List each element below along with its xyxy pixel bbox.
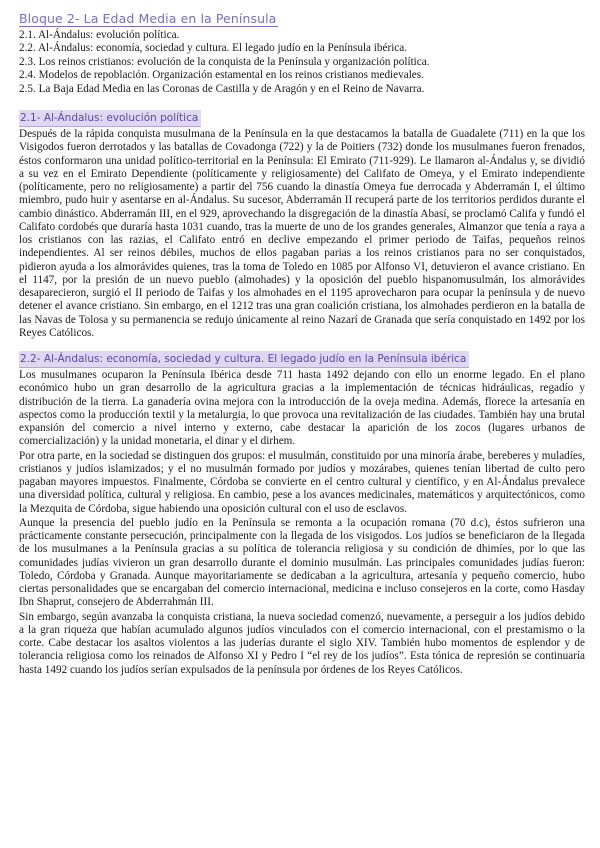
toc-item: 2.1. Al-Ándalus: evolución política. [19, 29, 180, 41]
section-1-paragraph: Después de la rápida conquista musulmana de la Península en la que destacamos la batalla de Guadalete (711) en la que los Visigodos fueron derrotados y las batallas de Covadonga (722) y la de Poitiers (732) donde los musulmanes fueron frenados, éstos conformaron una unidad político-territorial en la Península: El Emirato (711-929). Le llamaron al-Ándalus y, se dividió a su vez en el Emirato Dependiente (políticamente y religiosamente) del Califato de Omeya, y el Emirato independiente (políticamente, pero no religiosamente) a partir del 756 cuando la dinastía Omeya fue derrocada y Abderramán I, el último miembro, pudo huir y asentarse en al-Ándalus. Su sucesor, Abderramán II recuperá parte de los territorios perdidos durante el cambio dinástico. Abderramán III, en el 929, aprovechando la disgregación de la dinastía Abasí, se proclamó Califa y fundó el Califato cordobés que duraría hasta 1031 cuando, tras la muerte de uno de los grandes generales, Almanzor que tenía a raya a los cristianos con las razias, el Califato entró en declive empezando el primer periodo de Taifas, pequeños reinos independientes. Al ser reinos débiles, muchos de ellos pagaban parias a los reinos cristianos para no ser conquistados, pidieron ayuda a los almorávides quienes, tras la toma de Toledo en 1085 por Alfonso VI, detuvieron el avance cristiano. En el 1147, por la presión de un nuevo pueblo (almohades) y la oposición del pueblo hispanomusulmán, los almorávides desaparecieron, surgió el II periodo de Taifas y los almohades en el 1195 aprovecharon para ocupar la península y de nuevo detener el avance cristiano. Sin embargo, en el 1212 tras una gran coalición cristiana, los almohades perdieron en la batalla de las Navas de Tolosa y su permanencia se redujo únicamente al reino Nazarí de Granada que sería conquistado en 1492 por los Reyes Católicos. [19, 128, 585, 339]
section-2-paragraph: Aunque la presencia del pueblo judío en la Península se remonta a la ocupación romana (70 d.c), éstos sufrieron una prácticamente constante persecución, principalmente con la llegada de los visigodos. Los judíos se beneficiaron de la llegada de los musulmanes a la Península gracias a su política de tolerancia religiosa y su condición de dhimíes, por lo que las comunidades judías vivieron un gran desarrollo durante el dominio musulmán. Las principales comunidades judías fueron: Toledo, Córdoba y Granada. Aunque mayoritariamente se dedicaban a la agricultura, artesanía y pequeño comercio, hubo ciertas personalidades que se encargaban del comercio internacional, medicina e incluso consejeros en la corte, como Hasday Ibn Shaprut, consejero de Abderrahmán III. [19, 516, 585, 609]
table-of-contents [19, 29, 585, 96]
document-page [19, 10, 585, 677]
block-title: Bloque 2- La Edad Media en la Península [19, 11, 277, 26]
section-2-paragraph: Sin embargo, según avanzaba la conquista cristiana, la nueva sociedad comenzó, nuevamente, a perseguir a los judíos debido a la gran riqueza que habían acumulado algunos judíos vinculados con el comercio internacional, con el prestamismo o la corte. Cabe destacar los asaltos violentos a las juderías durante el siglo XIV. También hubo momentos de esplendor y de tolerancia religiosa como los reinados de Alfonso XI y Pedro I “el rey de los judíos”. Esta tónica de represión se continuaría hasta 1492 cuando los judíos serían expulsados de la península por órdenes de los Reyes Católicos. [19, 610, 585, 676]
section-2-paragraph: Por otra parte, en la sociedad se distinguen dos grupos: el musulmán, constituido por una minoría árabe, bereberes y muladíes, cristianos y judíos islamizados; y el no musulmán formado por judíos y mozárabes, quienes tenían libertad de culto pero pagaban mayores impuestos. Finalmente, Córdoba se convierte en el centro cultural y científico, y en Al-Ándalus prevalece una diversidad política, cultural y religiosa. En cambio, pese a los avances medicinales, matemáticos y arquitectónicos, como la Mezquita de Córdoba, sigue habiendo una oposición cultural con el uso de esclavos. [19, 449, 585, 515]
toc-item: 2.4. Modelos de repoblación. Organización estamental en los reinos cristianos medievales. [19, 69, 424, 82]
section-heading-2-1: 2.1- Al-Ándalus: evolución política [19, 110, 201, 127]
section-2-paragraph: Los musulmanes ocuparon la Península Ibérica desde 711 hasta 1492 dejando con ello un enorme legado. En el plano económico hubo un gran desarrollo de la agricultura gracias a la implementación de técnicas hidráulicas, regadío y distribución de la tierra. La ganadería ovina mejora con la introducción de la oveja medina. Además, florece la artesanía en aspectos como la producción textil y la metalurgia, lo que provoca una revitalización de las ciudades. También hay una brutal expansión del comercio a nivel interno y externo, cabe destacar la aparición de los zocos (lugares urbanos de comercialización) y la unidad monetaria, el dinar y el dirhem. [19, 369, 585, 448]
toc-item: 2.3. Los reinos cristianos: evolución de la conquista de la Península y organización política. [19, 55, 430, 68]
toc-item: 2.2. Al-Ándalus: economía, sociedad y cultura. El legado judío en la Península ibérica. [19, 42, 408, 55]
toc-item: 2.5. La Baja Edad Media en las Coronas de Castilla y de Aragón y en el Reino de Navarra. [19, 82, 425, 95]
section-heading-2-2: 2.2- Al-Ándalus: economía, sociedad y cultura. El legado judío en la Península ibérica [19, 351, 469, 368]
